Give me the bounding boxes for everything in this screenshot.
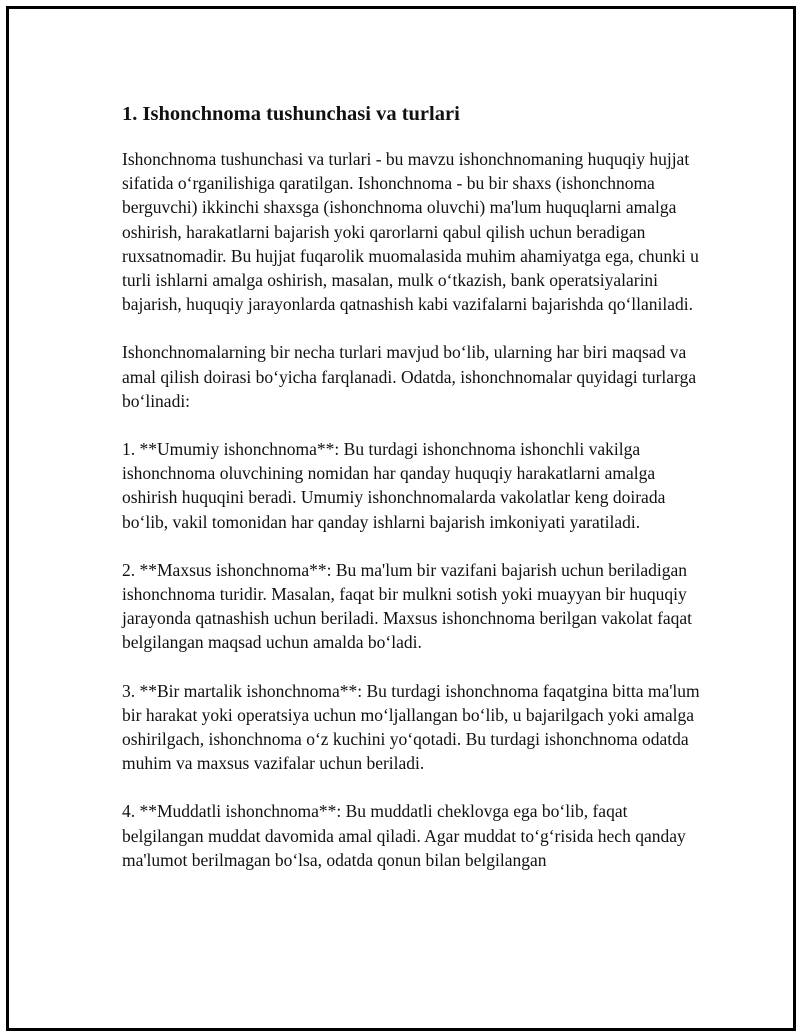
page-frame <box>6 6 796 1031</box>
general-poa-paragraph: 1. **Umumiy ishonchnoma**: Bu turdagi ishonchnoma ishonchli vakilga ishonchnoma oluvchining nomidan har qanday huquqiy harakatlarni amalga oshirish huquqini beradi. Umumiy ishonchnomalarda vakolatlar keng doirada bo‘lib, vakil tomonidan har qanday ishlarni bajarish imkoniyati yaratiladi. <box>122 439 666 532</box>
section-heading: 1. Ishonchnoma tushunchasi va turlari <box>122 103 460 125</box>
term-poa-paragraph: 4. **Muddatli ishonchnoma**: Bu muddatli cheklovga ega bo‘lib, faqat belgilangan muddat davomida amal qiladi. Agar muddat to‘g‘risida hech qanday ma'lumot berilmagan bo‘lsa, odatda qonun bilan belgilangan <box>122 801 686 870</box>
intro-paragraph: Ishonchnoma tushunchasi va turlari - bu mavzu ishonchnomaning huquqiy hujjat sifatida o‘rganilishiga qaratilgan. Ishonchnoma - bu bir shaxs (ishonchnoma berguvchi) ikkinchi shaxsga (ishonchnoma oluvchi) ma'lum huquqlarni amalga oshirish, harakatlarni bajarish yoki qarorlarni qabul qilish uchun beradigan ruxsatnomadir. Bu hujjat fuqarolik muomalasida muhim ahamiyatga ega, chunki u turli ishlarni amalga oshirish, masalan, mulk o‘tkazish, bank operatsiyalarini bajarish, huquqiy jarayonlarda qatnashish kabi vazifalarni bajarishda qo‘llaniladi. <box>122 149 699 315</box>
special-poa-paragraph: 2. **Maxsus ishonchnoma**: Bu ma'lum bir vazifani bajarish uchun beriladigan ishonchnoma turidir. Masalan, faqat bir mulkni sotish yoki muayyan bir huquqiy jarayonda qatnashish uchun beriladi. Maxsus ishonchnoma berilgan vakolat faqat belgilangan maqsad uchun amalda bo‘ladi. <box>122 559 693 653</box>
one-time-poa-paragraph: 3. **Bir martalik ishonchnoma**: Bu turdagi ishonchnoma faqatgina bitta ma'lum bir harakat yoki operatsiya uchun mo‘ljallangan bo‘lib, u bajarilgach yoki amalga oshirilgach, ishonchnoma o‘z kuchini yo‘qotadi. Bu turdagi ishonchnoma odatda muhim va maxsus vazifalar uchun beriladi. <box>122 680 700 774</box>
document-content <box>122 101 702 896</box>
types-intro-paragraph: Ishonchnomalarning bir necha turlari mavjud bo‘lib, ularning har biri maqsad va amal qilish doirasi bo‘yicha farqlanadi. Odatda, ishonchnomalar quyidagi turlarga bo‘linadi: <box>122 342 697 411</box>
